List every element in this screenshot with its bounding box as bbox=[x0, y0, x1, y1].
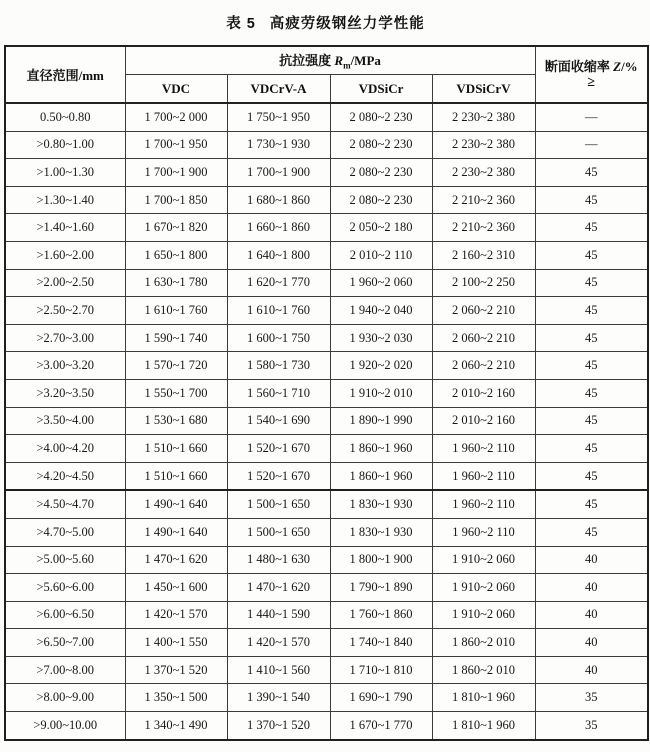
vdc-cell: 1 400~1 550 bbox=[125, 629, 227, 657]
vdcrv-a-cell: 1 470~1 620 bbox=[227, 574, 330, 602]
vdcrv-a-cell: 1 440~1 590 bbox=[227, 601, 330, 629]
vdsicrv-cell: 2 010~2 160 bbox=[432, 407, 535, 435]
vdcrv-a-cell: 1 370~1 520 bbox=[227, 712, 330, 740]
vdsicr-cell: 1 710~1 810 bbox=[330, 656, 432, 684]
reduction-of-area-cell: 40 bbox=[535, 629, 648, 657]
diameter-range-cell: >6.00~6.50 bbox=[5, 601, 125, 629]
vdc-cell: 1 670~1 820 bbox=[125, 214, 227, 242]
vdcrv-a-cell: 1 500~1 650 bbox=[227, 518, 330, 546]
table-header bbox=[5, 46, 648, 103]
vdc-cell: 1 590~1 740 bbox=[125, 324, 227, 352]
reduction-of-area-cell: 35 bbox=[535, 684, 648, 712]
table-row bbox=[5, 629, 648, 657]
vdsicrv-cell: 2 160~2 310 bbox=[432, 241, 535, 269]
reduction-of-area-cell: 45 bbox=[535, 186, 648, 214]
reduction-of-area-cell: 45 bbox=[535, 518, 648, 546]
diameter-range-cell: >3.20~3.50 bbox=[5, 379, 125, 407]
reduction-of-area-cell: 40 bbox=[535, 546, 648, 574]
tensile-header-prefix: 抗拉强度 bbox=[279, 53, 335, 69]
vdsicrv-cell: 1 960~2 110 bbox=[432, 490, 535, 518]
vdsicrv-cell: 1 960~2 110 bbox=[432, 435, 535, 463]
greater-equal-symbol: ≥ bbox=[587, 74, 596, 90]
tensile-header-suffix: /MPa bbox=[350, 53, 381, 69]
vdc-cell: 1 610~1 760 bbox=[125, 297, 227, 325]
vdsicr-cell: 2 080~2 230 bbox=[330, 186, 432, 214]
vdcrv-a-cell: 1 610~1 760 bbox=[227, 297, 330, 325]
vdsicr-cell: 1 860~1 960 bbox=[330, 462, 432, 490]
reduction-of-area-cell: 40 bbox=[535, 656, 648, 684]
table-row bbox=[5, 574, 648, 602]
reduction-header-prefix: 断面收缩率 bbox=[544, 59, 614, 75]
vdsicrv-cell: 2 230~2 380 bbox=[432, 159, 535, 187]
vdsicr-cell: 1 940~2 040 bbox=[330, 297, 432, 325]
vdsicr-cell: 2 010~2 110 bbox=[330, 241, 432, 269]
vdcrv-a-cell: 1 600~1 750 bbox=[227, 324, 330, 352]
diameter-range-cell: >3.50~4.00 bbox=[5, 407, 125, 435]
vdsicr-cell: 1 930~2 030 bbox=[330, 324, 432, 352]
diameter-range-cell: >2.70~3.00 bbox=[5, 324, 125, 352]
vdc-cell: 1 700~1 900 bbox=[125, 159, 227, 187]
vdsicrv-cell: 1 860~2 010 bbox=[432, 656, 535, 684]
table-row bbox=[5, 269, 648, 297]
vdc-cell: 1 630~1 780 bbox=[125, 269, 227, 297]
table-row bbox=[5, 656, 648, 684]
vdcrv-a-cell: 1 390~1 540 bbox=[227, 684, 330, 712]
vdsicr-cell: 1 910~2 010 bbox=[330, 379, 432, 407]
vdcrv-a-cell: 1 480~1 630 bbox=[227, 546, 330, 574]
vdsicrv-cell: 1 910~2 060 bbox=[432, 601, 535, 629]
vdc-cell: 1 570~1 720 bbox=[125, 352, 227, 380]
vdcrv-a-cell: 1 500~1 650 bbox=[227, 490, 330, 518]
reduction-of-area-cell: 45 bbox=[535, 352, 648, 380]
vdcrv-a-cell: 1 560~1 710 bbox=[227, 379, 330, 407]
table-row bbox=[5, 324, 648, 352]
vdsicr-cell: 2 080~2 230 bbox=[330, 131, 432, 159]
diameter-range-cell: >2.00~2.50 bbox=[5, 269, 125, 297]
diameter-range-cell: >1.60~2.00 bbox=[5, 241, 125, 269]
vdc-cell: 1 470~1 620 bbox=[125, 546, 227, 574]
reduction-of-area-cell: 45 bbox=[535, 462, 648, 490]
vdc-cell: 1 490~1 640 bbox=[125, 518, 227, 546]
vdsicr-cell: 1 690~1 790 bbox=[330, 684, 432, 712]
reduction-of-area-cell: — bbox=[535, 103, 648, 131]
table-row bbox=[5, 435, 648, 463]
table-row bbox=[5, 159, 648, 187]
diameter-range-cell: >3.00~3.20 bbox=[5, 352, 125, 380]
vdsicr-cell: 1 800~1 900 bbox=[330, 546, 432, 574]
diameter-range-cell: 0.50~0.80 bbox=[5, 103, 125, 131]
table-number-label: 表 5 bbox=[226, 16, 256, 32]
table-row bbox=[5, 546, 648, 574]
table-row bbox=[5, 186, 648, 214]
vdsicr-cell: 1 740~1 840 bbox=[330, 629, 432, 657]
vdsicrv-cell: 2 060~2 210 bbox=[432, 352, 535, 380]
diameter-range-cell: >4.70~5.00 bbox=[5, 518, 125, 546]
reduction-of-area-cell: 40 bbox=[535, 574, 648, 602]
vdc-cell: 1 350~1 500 bbox=[125, 684, 227, 712]
reduction-of-area-cell: 45 bbox=[535, 241, 648, 269]
reduction-of-area-cell: 45 bbox=[535, 490, 648, 518]
vdsicr-cell: 1 890~1 990 bbox=[330, 407, 432, 435]
table-row bbox=[5, 490, 648, 518]
vdc-cell: 1 550~1 700 bbox=[125, 379, 227, 407]
table-row bbox=[5, 518, 648, 546]
vdsicr-cell: 2 080~2 230 bbox=[330, 159, 432, 187]
table-row bbox=[5, 103, 648, 131]
table-row bbox=[5, 601, 648, 629]
table-row bbox=[5, 379, 648, 407]
vdc-cell: 1 510~1 660 bbox=[125, 462, 227, 490]
vdsicrv-cell: 1 960~2 110 bbox=[432, 518, 535, 546]
vdcrv-a-cell: 1 540~1 690 bbox=[227, 407, 330, 435]
diameter-range-cell: >1.40~1.60 bbox=[5, 214, 125, 242]
mechanical-properties-table bbox=[4, 45, 649, 741]
table-row bbox=[5, 131, 648, 159]
grade-header-vdcrv-a: VDCrV-A bbox=[227, 75, 330, 104]
diameter-range-cell: >0.80~1.00 bbox=[5, 131, 125, 159]
reduction-of-area-cell: 45 bbox=[535, 407, 648, 435]
vdsicrv-cell: 2 210~2 360 bbox=[432, 186, 535, 214]
vdsicr-cell: 1 960~2 060 bbox=[330, 269, 432, 297]
table-row bbox=[5, 297, 648, 325]
tensile-strength-group-header bbox=[125, 46, 535, 75]
vdsicr-cell: 2 050~2 180 bbox=[330, 214, 432, 242]
vdcrv-a-cell: 1 680~1 860 bbox=[227, 186, 330, 214]
diameter-range-cell: >4.00~4.20 bbox=[5, 435, 125, 463]
vdsicrv-cell: 1 810~1 960 bbox=[432, 712, 535, 740]
reduction-of-area-cell: 45 bbox=[535, 269, 648, 297]
vdc-cell: 1 700~1 950 bbox=[125, 131, 227, 159]
diameter-column-header: 直径范围/mm bbox=[5, 46, 125, 103]
vdsicr-cell: 1 760~1 860 bbox=[330, 601, 432, 629]
vdsicrv-cell: 1 910~2 060 bbox=[432, 574, 535, 602]
vdcrv-a-cell: 1 580~1 730 bbox=[227, 352, 330, 380]
table-row bbox=[5, 462, 648, 490]
table-row bbox=[5, 684, 648, 712]
vdsicrv-cell: 1 860~2 010 bbox=[432, 629, 535, 657]
reduction-of-area-cell: 40 bbox=[535, 601, 648, 629]
diameter-range-cell: >1.30~1.40 bbox=[5, 186, 125, 214]
reduction-of-area-cell: 45 bbox=[535, 159, 648, 187]
table-row bbox=[5, 407, 648, 435]
vdsicrv-cell: 2 230~2 380 bbox=[432, 103, 535, 131]
vdsicrv-cell: 1 810~1 960 bbox=[432, 684, 535, 712]
diameter-range-cell: >9.00~10.00 bbox=[5, 712, 125, 740]
table-row bbox=[5, 241, 648, 269]
vdcrv-a-cell: 1 620~1 770 bbox=[227, 269, 330, 297]
reduction-column-header bbox=[535, 46, 648, 103]
vdsicrv-cell: 2 060~2 210 bbox=[432, 297, 535, 325]
vdc-cell: 1 530~1 680 bbox=[125, 407, 227, 435]
vdcrv-a-cell: 1 420~1 570 bbox=[227, 629, 330, 657]
vdc-cell: 1 650~1 800 bbox=[125, 241, 227, 269]
grade-header-vdsicrv: VDSiCrV bbox=[432, 75, 535, 104]
vdsicr-cell: 2 080~2 230 bbox=[330, 103, 432, 131]
diameter-range-cell: >6.50~7.00 bbox=[5, 629, 125, 657]
vdsicrv-cell: 2 210~2 360 bbox=[432, 214, 535, 242]
vdcrv-a-cell: 1 700~1 900 bbox=[227, 159, 330, 187]
diameter-range-cell: >5.60~6.00 bbox=[5, 574, 125, 602]
table-body bbox=[5, 103, 648, 740]
vdc-cell: 1 340~1 490 bbox=[125, 712, 227, 740]
reduction-of-area-cell: 45 bbox=[535, 214, 648, 242]
vdsicr-cell: 1 790~1 890 bbox=[330, 574, 432, 602]
vdsicrv-cell: 2 230~2 380 bbox=[432, 131, 535, 159]
reduction-of-area-cell: 45 bbox=[535, 324, 648, 352]
vdcrv-a-cell: 1 520~1 670 bbox=[227, 462, 330, 490]
reduction-of-area-cell: 35 bbox=[535, 712, 648, 740]
tensile-symbol-subscript: m bbox=[343, 60, 351, 71]
diameter-range-cell: >7.00~8.00 bbox=[5, 656, 125, 684]
vdcrv-a-cell: 1 520~1 670 bbox=[227, 435, 330, 463]
vdsicrv-cell: 2 010~2 160 bbox=[432, 379, 535, 407]
vdcrv-a-cell: 1 660~1 860 bbox=[227, 214, 330, 242]
grade-header-vdsicr: VDSiCr bbox=[330, 75, 432, 104]
vdsicr-cell: 1 830~1 930 bbox=[330, 490, 432, 518]
diameter-range-cell: >4.50~4.70 bbox=[5, 490, 125, 518]
diameter-range-cell: >5.00~5.60 bbox=[5, 546, 125, 574]
vdsicrv-cell: 2 100~2 250 bbox=[432, 269, 535, 297]
vdsicr-cell: 1 920~2 020 bbox=[330, 352, 432, 380]
diameter-range-cell: >2.50~2.70 bbox=[5, 297, 125, 325]
header-row-group bbox=[5, 46, 648, 75]
table-row bbox=[5, 352, 648, 380]
reduction-of-area-cell: 45 bbox=[535, 379, 648, 407]
vdc-cell: 1 420~1 570 bbox=[125, 601, 227, 629]
vdsicrv-cell: 1 960~2 110 bbox=[432, 462, 535, 490]
vdsicr-cell: 1 830~1 930 bbox=[330, 518, 432, 546]
vdc-cell: 1 510~1 660 bbox=[125, 435, 227, 463]
vdsicrv-cell: 1 910~2 060 bbox=[432, 546, 535, 574]
vdcrv-a-cell: 1 640~1 800 bbox=[227, 241, 330, 269]
reduction-symbol: Z bbox=[613, 59, 622, 75]
vdc-cell: 1 370~1 520 bbox=[125, 656, 227, 684]
vdc-cell: 1 700~1 850 bbox=[125, 186, 227, 214]
vdcrv-a-cell: 1 410~1 560 bbox=[227, 656, 330, 684]
vdcrv-a-cell: 1 750~1 950 bbox=[227, 103, 330, 131]
vdc-cell: 1 450~1 600 bbox=[125, 574, 227, 602]
table-row bbox=[5, 712, 648, 740]
vdc-cell: 1 700~2 000 bbox=[125, 103, 227, 131]
diameter-range-cell: >8.00~9.00 bbox=[5, 684, 125, 712]
reduction-of-area-cell: — bbox=[535, 131, 648, 159]
grade-header-vdc: VDC bbox=[125, 75, 227, 104]
vdcrv-a-cell: 1 730~1 930 bbox=[227, 131, 330, 159]
diameter-range-cell: >1.00~1.30 bbox=[5, 159, 125, 187]
table-title-text: 高疲劳级钢丝力学性能 bbox=[269, 16, 425, 32]
reduction-header-suffix: /% bbox=[621, 59, 638, 75]
vdc-cell: 1 490~1 640 bbox=[125, 490, 227, 518]
reduction-of-area-cell: 45 bbox=[535, 297, 648, 325]
vdsicrv-cell: 2 060~2 210 bbox=[432, 324, 535, 352]
table-row bbox=[5, 214, 648, 242]
vdsicr-cell: 1 670~1 770 bbox=[330, 712, 432, 740]
table-title bbox=[4, 12, 647, 33]
vdsicr-cell: 1 860~1 960 bbox=[330, 435, 432, 463]
tensile-symbol: R bbox=[334, 53, 344, 69]
reduction-of-area-cell: 45 bbox=[535, 435, 648, 463]
diameter-range-cell: >4.20~4.50 bbox=[5, 462, 125, 490]
